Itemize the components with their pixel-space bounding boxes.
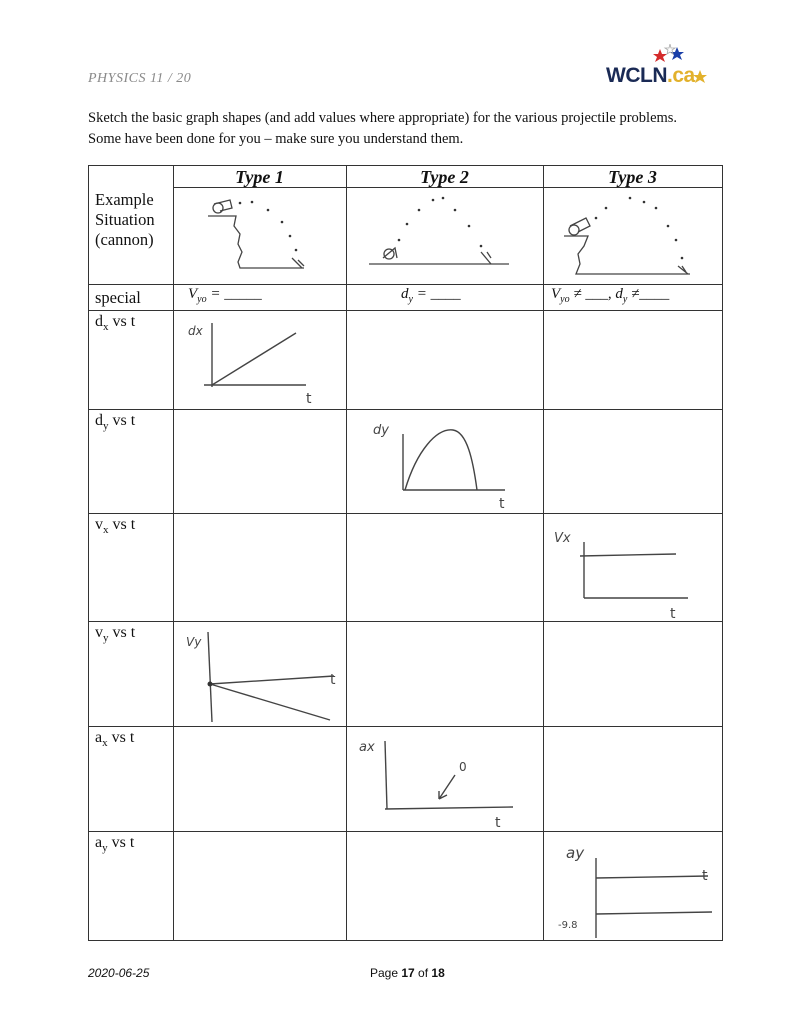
dy-vs-t-sketch	[347, 410, 543, 513]
vx-vs-t-sketch	[544, 514, 722, 621]
special-label: special	[95, 288, 141, 307]
row-label-ay: $a_y$ vs t	[95, 834, 135, 855]
row-label-ax: $a_x$ vs t	[95, 729, 135, 750]
logo-text: WCLN	[606, 64, 667, 87]
situation-label: Example Situation (cannon)	[95, 190, 155, 249]
special-type-3: $V_{yo}$ ≠ ___, $d_y$ ≠____	[551, 286, 670, 305]
course-title: PHYSICS 11 / 20	[88, 71, 192, 86]
row-label-vx: $v_x$ vs t	[95, 516, 136, 537]
ay-vs-t-sketch	[544, 832, 722, 940]
row-label-dx: $d_x$ vs t	[95, 313, 136, 334]
vx-axis-label: Vx	[554, 531, 571, 546]
ay-value-label: -9.8	[558, 920, 578, 931]
dx-t-label: t	[306, 391, 312, 407]
special-type-1: $V_{yo}$ = _____	[188, 286, 262, 305]
ax-axis-label: ax	[359, 740, 375, 755]
vx-t-label: t	[670, 606, 676, 621]
cannon-sketch-type-3	[544, 188, 722, 284]
row-label-vy: $v_y$ vs t	[95, 624, 136, 645]
page-number: Page 17 of 18	[370, 966, 445, 980]
cannon-sketch-type-2	[347, 188, 543, 284]
ax-vs-t-sketch	[347, 727, 543, 831]
ay-axis-label: ay	[566, 844, 585, 862]
column-type-2: Type 2	[420, 167, 469, 187]
row-label-dy: $d_y$ vs t	[95, 412, 136, 433]
ax-zero-label: 0	[459, 760, 467, 774]
dx-vs-t-sketch	[174, 311, 346, 409]
logo-suffix: .ca	[666, 64, 695, 87]
footer-date: 2020-06-25	[88, 966, 150, 980]
instructions: Sketch the basic graph shapes (and add values where appropriate) for the various projectile problems. Some have been done for you – make sure you understand them.	[88, 110, 678, 147]
dy-axis-label: dy	[373, 423, 389, 438]
dx-axis-label: dx	[188, 324, 203, 338]
special-type-2: $d_y$ = ____	[401, 286, 461, 305]
column-type-1: Type 1	[235, 167, 284, 187]
vy-axis-label: Vy	[186, 635, 202, 649]
ay-t-label: t	[702, 868, 708, 884]
cannon-sketch-type-1	[174, 188, 346, 284]
column-type-3: Type 3	[608, 167, 657, 187]
ax-t-label: t	[495, 815, 501, 831]
vy-origin-dot	[208, 682, 213, 687]
dy-t-label: t	[499, 496, 505, 512]
wcln-logo	[602, 44, 712, 92]
vy-t-label: t	[330, 672, 336, 688]
vy-vs-t-sketch	[174, 622, 346, 726]
